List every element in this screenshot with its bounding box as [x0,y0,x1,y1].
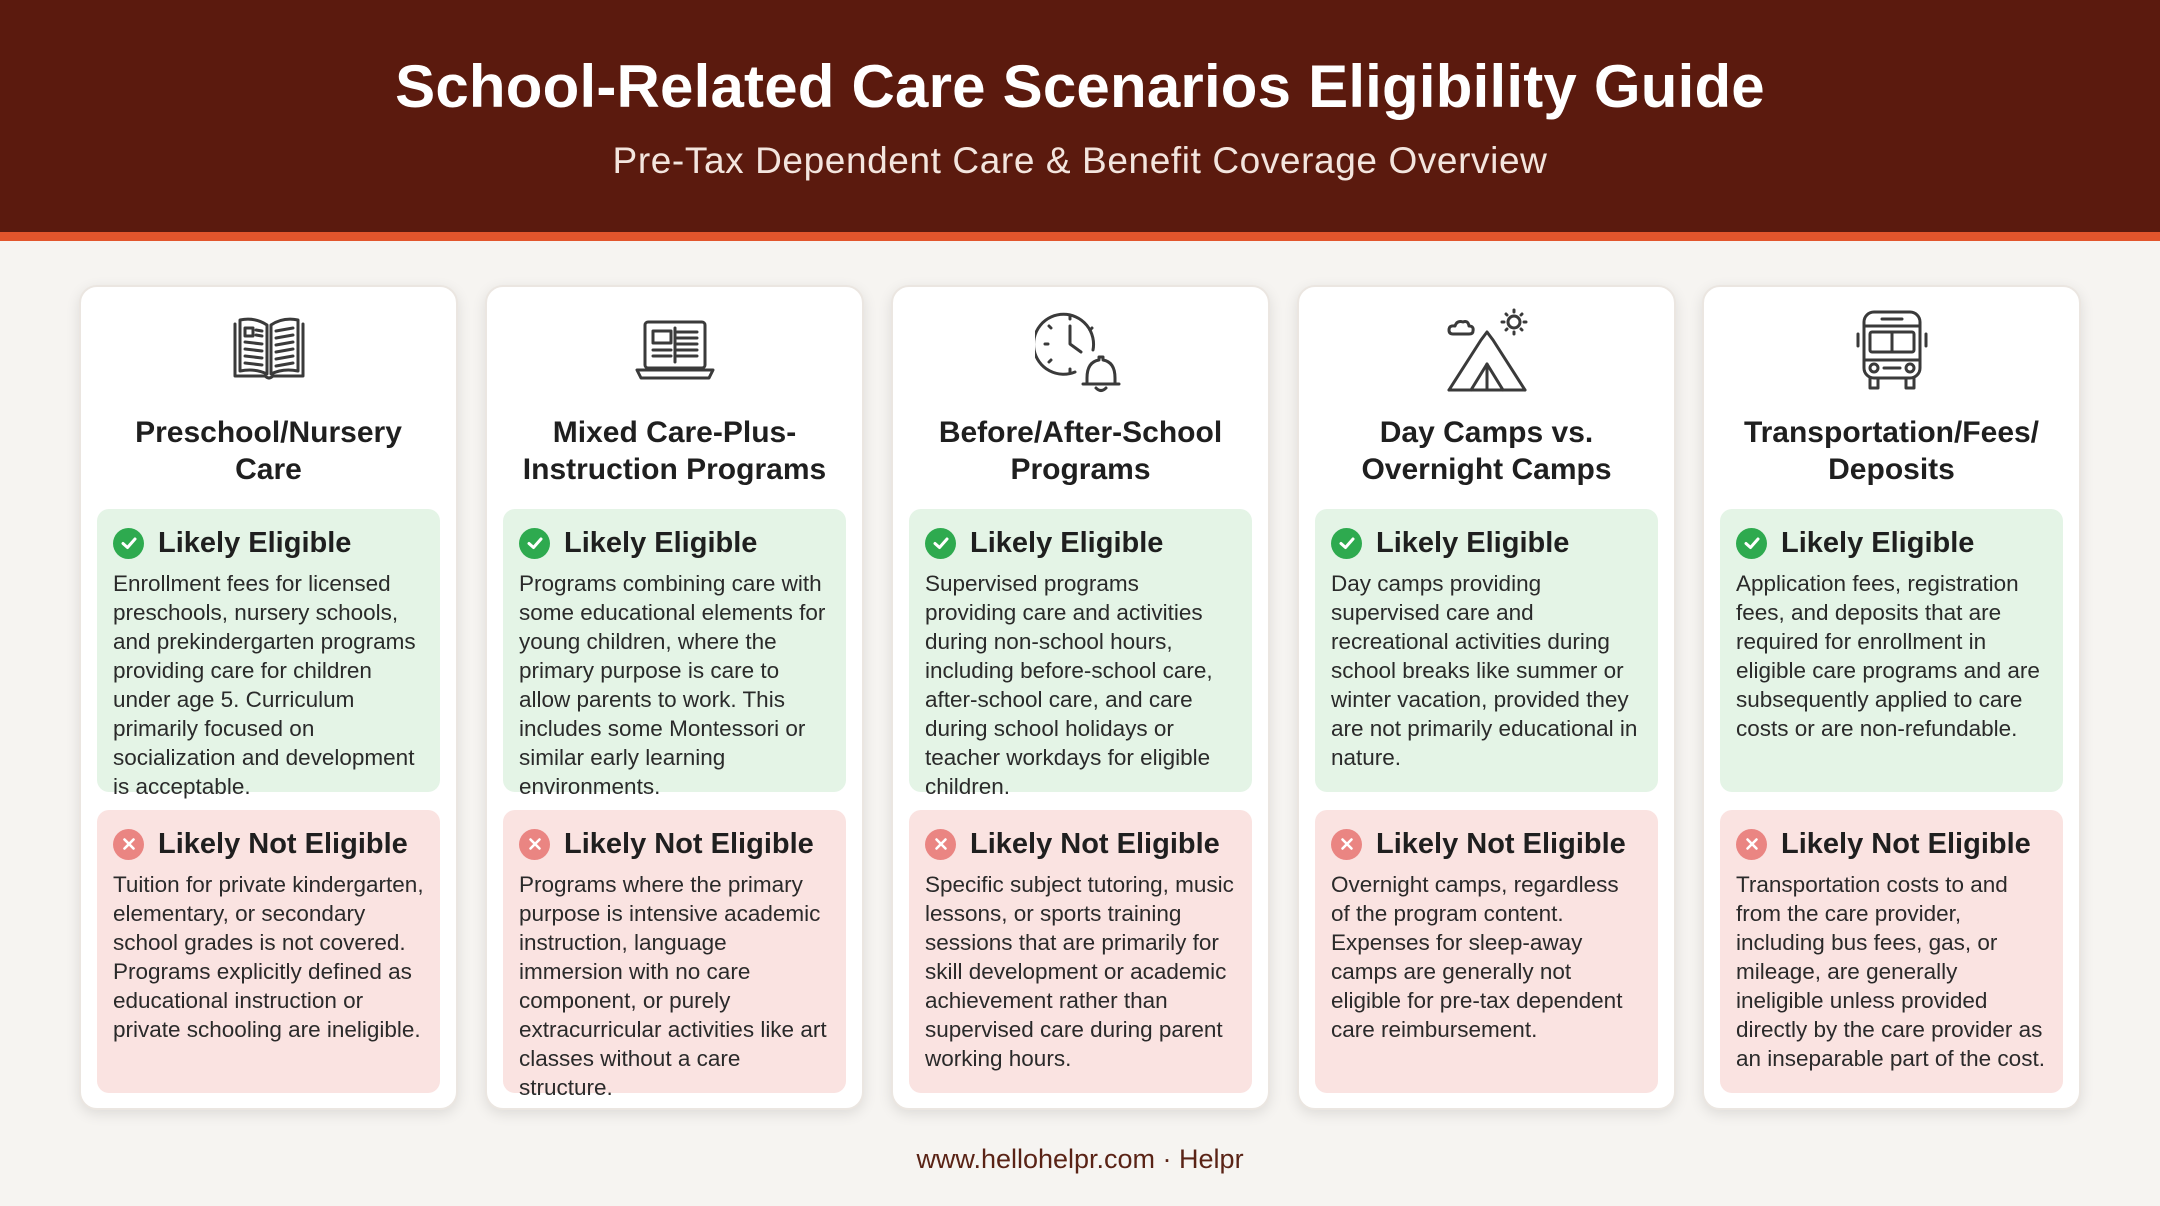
ineligible-description: Overnight camps, regardless of the program content. Expenses for sleep-away camps are generally not eligible for pre-tax dependent care reimbursement. [1331,872,1623,1042]
ineligible-panel [1720,810,2063,1093]
card-title: Mixed Care-Plus- Instruction Programs [522,416,827,486]
card-title: Day Camps vs. Overnight Camps [1361,416,1612,486]
scenario-card-transportation [1702,285,2081,1110]
laptop-document-icon [487,305,862,395]
tent-sun-icon [1299,305,1674,395]
check-circle-icon [1331,528,1362,559]
scenario-card-before-after-school [891,285,1270,1110]
eligible-panel [1720,509,2063,792]
scenario-card-preschool [79,285,458,1110]
ineligible-description: Tuition for private kindergarten, elementary, or secondary school grades is not covered. Programs explicitly defined as educational instruction or private schooling are ineligible. [113,872,424,1042]
eligible-description: Day camps providing supervised care and recreational activities during school breaks like summer or winter vacation, provided they are not primarily educational in nature. [1331,571,1638,770]
ineligible-label: Likely Not Eligible [158,827,408,860]
clock-bell-icon [893,305,1268,395]
ineligible-description: Specific subject tutoring, music lessons, or sports training sessions that are primarily for skill development or academic achievement rather than supervised care during parent working hours. [925,872,1234,1071]
x-circle-icon [1736,829,1767,860]
eligible-label: Likely Eligible [564,526,758,559]
eligible-label: Likely Eligible [158,526,352,559]
ineligible-description: Programs where the primary purpose is intensive academic instruction, language immersion with no care component, or purely extracurricular activities like art classes without a care structure. [519,872,827,1100]
ineligible-panel [1315,810,1658,1093]
footer-credit: www.hellohelpr.com · Helpr [916,1144,1244,1174]
page-subtitle: Pre-Tax Dependent Care & Benefit Coverage Overview [612,140,1548,181]
eligible-panel [909,509,1252,799]
header-banner [0,0,2160,232]
ineligible-panel [97,810,440,1093]
ineligible-panel [503,810,846,1100]
scenario-card-camps [1297,285,1676,1110]
scenario-card-mixed-care [485,285,864,1110]
eligible-description: Programs combining care with some educational elements for young children, where the primary purpose is care to allow parents to work. This includes some Montessori or similar early learning environments. [519,571,826,799]
eligible-label: Likely Eligible [1376,526,1570,559]
eligible-description: Enrollment fees for licensed preschools, nursery schools, and prekindergarten programs providing care for children under age 5. Curriculum primarily focused on socialization and development is acceptable. [113,571,416,799]
x-circle-icon [925,829,956,860]
card-title: Before/After-School Programs [938,416,1223,486]
eligible-description: Supervised programs providing care and activities during non-school hours, including before-school care, after-school care, and care during school holidays or teacher workdays for eligible children. [925,571,1213,799]
eligible-panel [503,509,846,799]
ineligible-label: Likely Not Eligible [1376,827,1626,860]
x-circle-icon [1331,829,1362,860]
x-circle-icon [113,829,144,860]
ineligible-panel [909,810,1252,1093]
eligible-panel [97,509,440,799]
check-circle-icon [519,528,550,559]
open-book-icon [81,305,456,395]
eligible-label: Likely Eligible [1781,526,1975,559]
ineligible-label: Likely Not Eligible [1781,827,2031,860]
check-circle-icon [1736,528,1767,559]
card-title: Transportation/Fees/ Deposits [1743,416,2040,486]
check-circle-icon [113,528,144,559]
ineligible-label: Likely Not Eligible [970,827,1220,860]
header-accent-bar [0,232,2160,241]
ineligible-label: Likely Not Eligible [564,827,814,860]
eligible-label: Likely Eligible [970,526,1164,559]
page-title: School-Related Care Scenarios Eligibility Guide [395,53,1765,120]
eligible-description: Application fees, registration fees, and deposits that are required for enrollment in eligible care programs and are subsequently applied to care costs or are non-refundable. [1736,571,2040,741]
scenario-cards [79,285,2081,1110]
bus-icon [1704,305,2079,395]
check-circle-icon [925,528,956,559]
x-circle-icon [519,829,550,860]
ineligible-description: Transportation costs to and from the care provider, including bus fees, gas, or mileage, are generally ineligible unless provided directly by the care provider as an inseparable part of the cost. [1736,872,2045,1071]
eligible-panel [1315,509,1658,792]
card-title: Preschool/Nursery Care [135,416,402,486]
